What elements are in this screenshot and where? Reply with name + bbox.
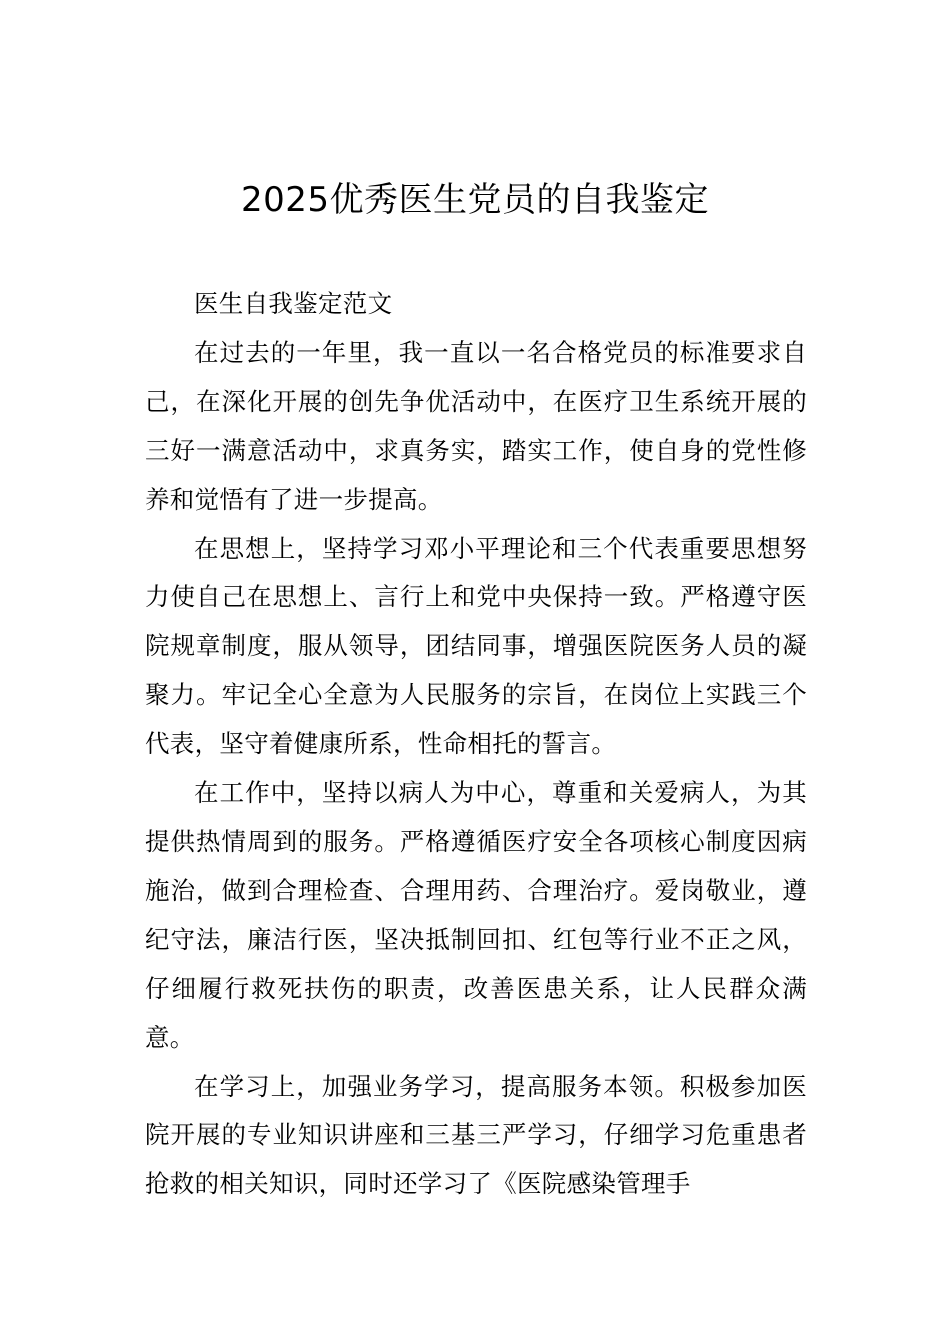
document-body [145, 280, 807, 1209]
paragraph-subtitle: 医生自我鉴定范文 [194, 289, 393, 318]
paragraph-work: 在工作中，坚持以病人为中心，尊重和关爱病人，为其提供热情周到的服务。严格遵循医疗安全各项核心制度因病施治，做到合理检查、合理用药、合理治疗。爱岗敬业，遵纪守法，廉洁行医，坚决抵制回扣、红包等行业不正之风，仔细履行救死扶伤的职责，改善医患关系，让人民群众满意。 [145, 778, 807, 1052]
paragraph-intro: 在过去的一年里，我一直以一名合格党员的标准要求自己，在深化开展的创先争优活动中，在医疗卫生系统开展的三好一满意活动中，求真务实，踏实工作，使自身的党性修养和觉悟有了进一步提高。 [145, 337, 807, 514]
document-title: 2025优秀医生党员的自我鉴定 [240, 180, 710, 220]
paragraph-ideology: 在思想上，坚持学习邓小平理论和三个代表重要思想努力使自己在思想上、言行上和党中央保持一致。严格遵守医院规章制度，服从领导，团结同事，增强医院医务人员的凝聚力。牢记全心全意为人民服务的宗旨，在岗位上实践三个代表，坚守着健康所系，性命相托的誓言。 [145, 533, 807, 759]
paragraph-study: 在学习上，加强业务学习，提高服务本领。积极参加医院开展的专业知识讲座和三基三严学习，仔细学习危重患者抢救的相关知识，同时还学习了《医院感染管理手 [145, 1071, 807, 1199]
